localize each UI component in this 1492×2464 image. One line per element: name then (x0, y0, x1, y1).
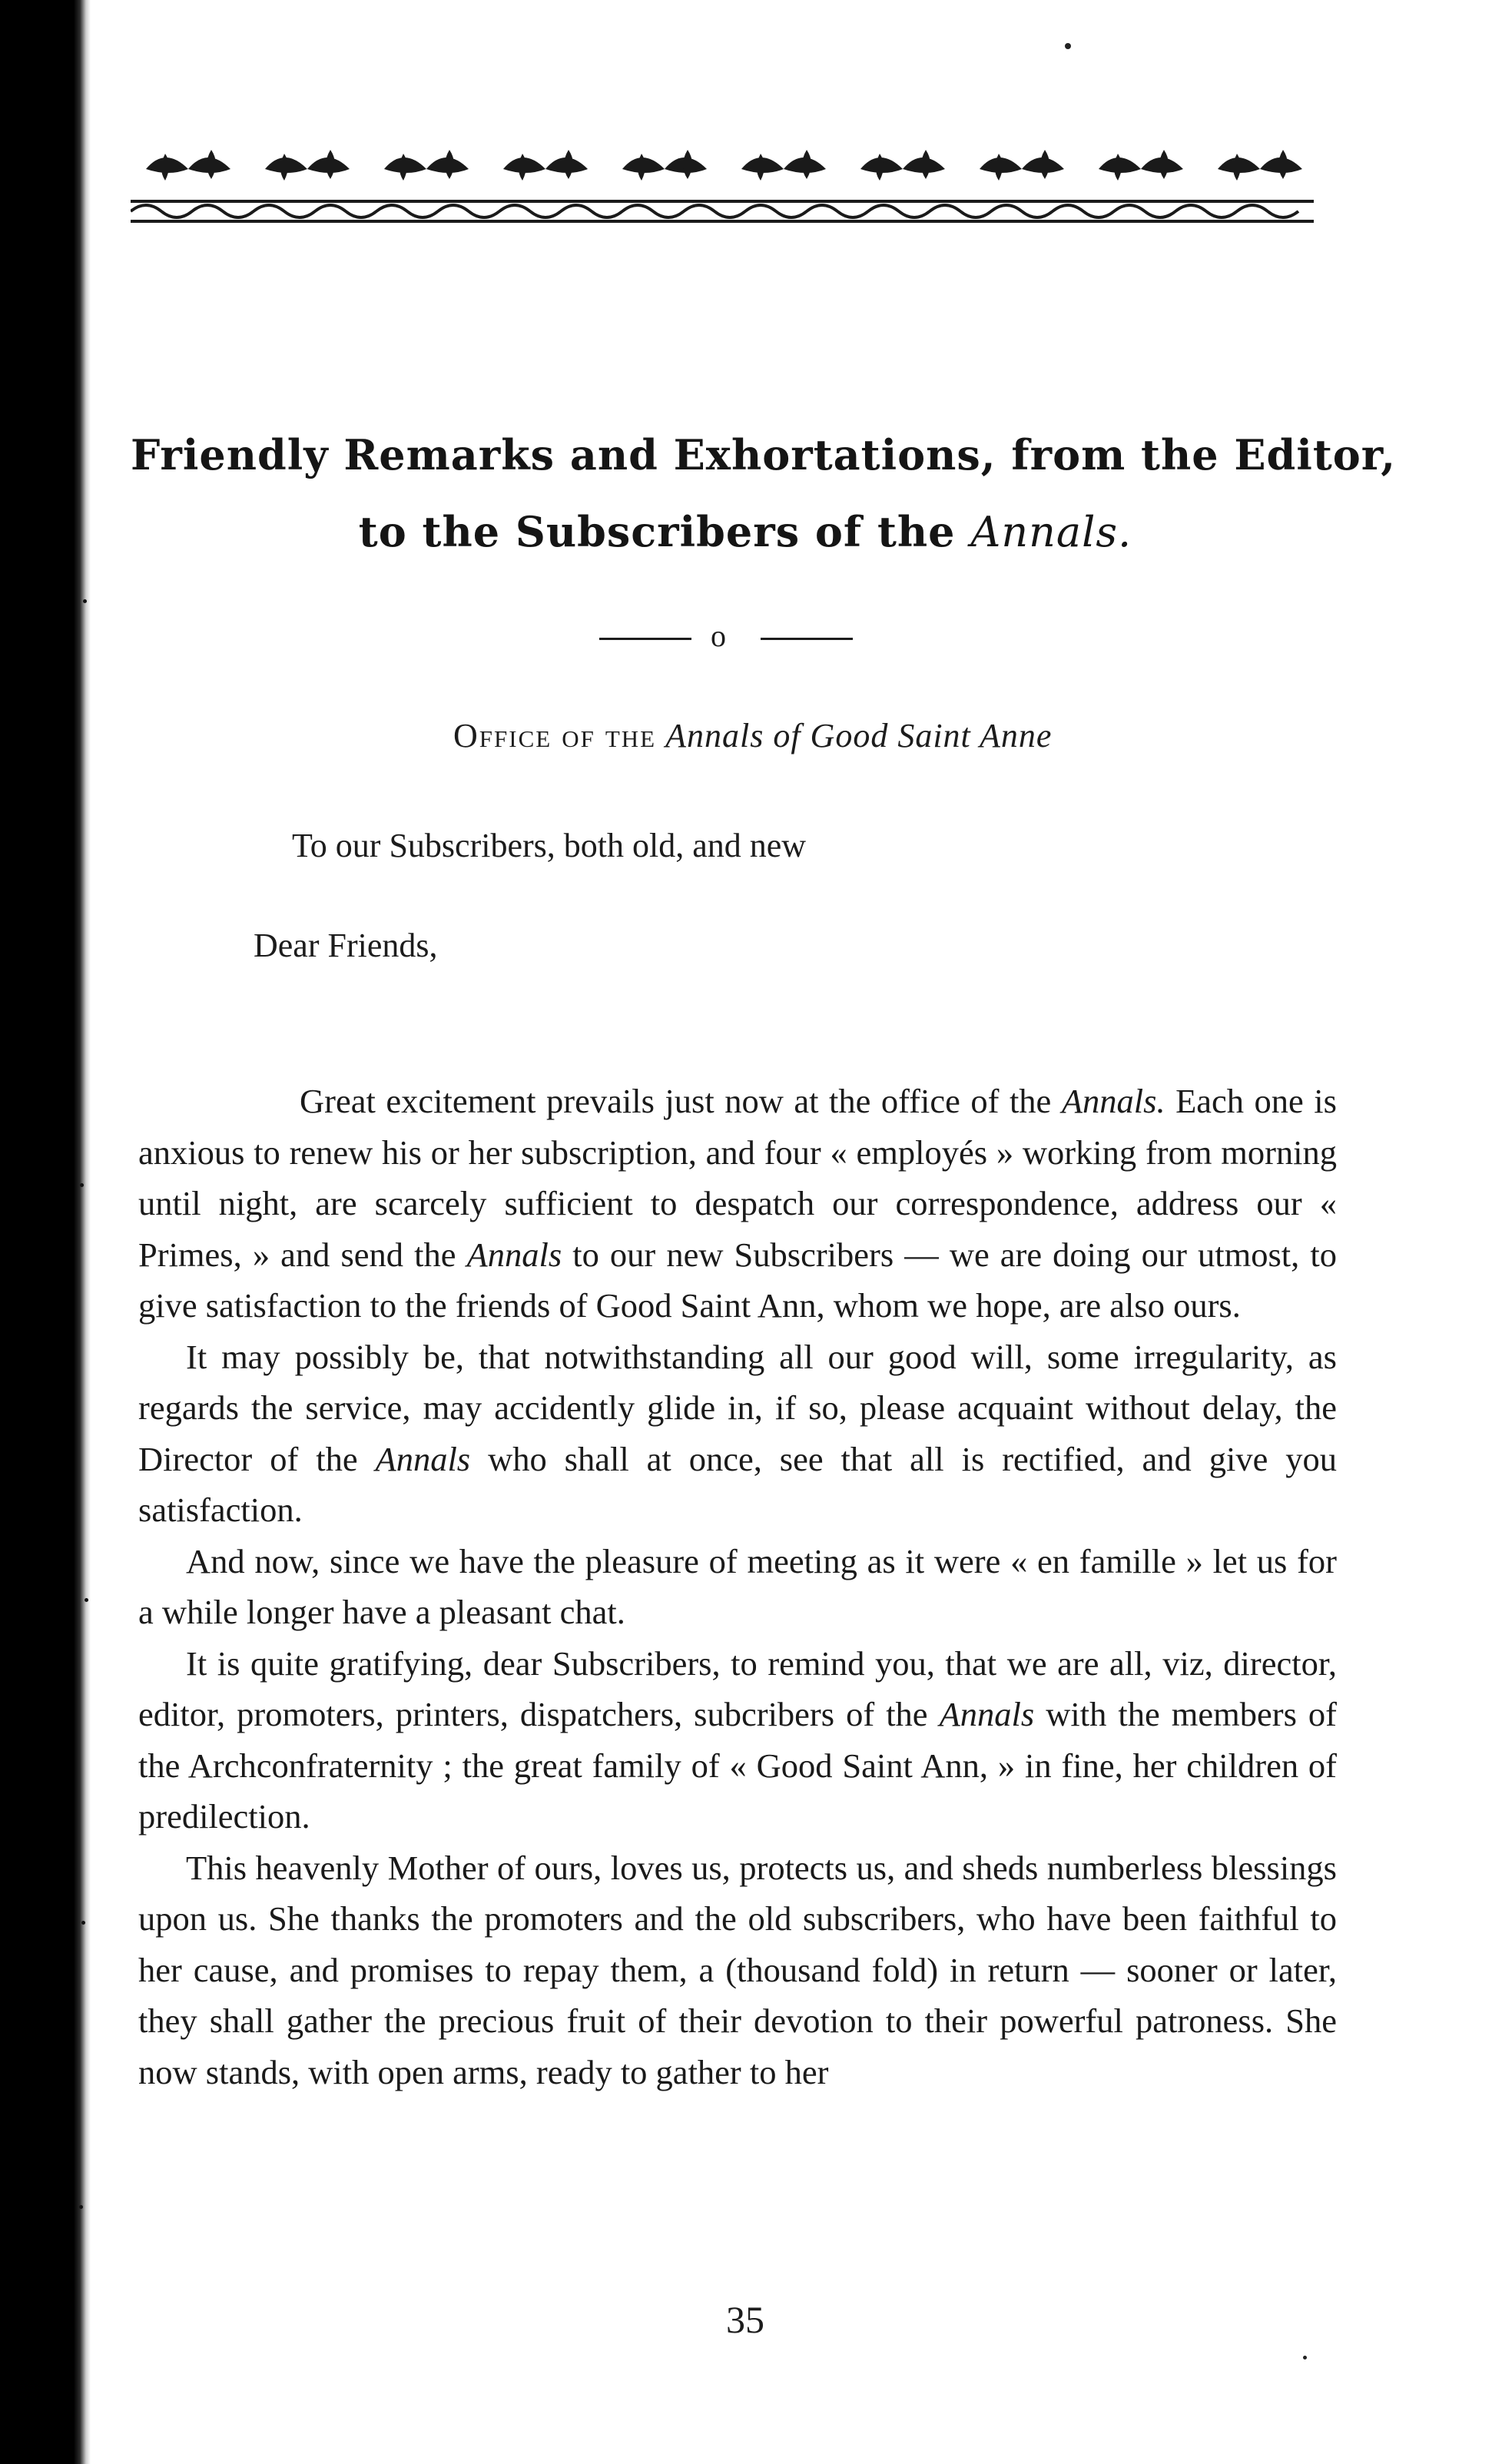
leaf-sprig-icon (1218, 150, 1302, 181)
separator-rule-right (761, 638, 853, 640)
leaf-sprig-icon (503, 150, 588, 181)
heading-line-1: Friendly Remarks and Exhortations, from the Editor, (131, 430, 1397, 479)
leaf-sprig-icon (146, 150, 230, 181)
salutation: Dear Friends, (254, 927, 438, 964)
lattice-border (131, 201, 1314, 221)
leaf-sprig-icon (265, 150, 350, 181)
leaf-sprig-icon (384, 150, 469, 181)
paragraph-5: This heavenly Mother of ours, loves us, protects us, and sheds numberless blessings upon us. She thanks the promoters and the old subscribers, who have been faithful to her cause, and promises to repay them, a (thousand fold) in return — sooner or later, they shall gather the precious fruit of their devotion to their powerful patroness. She now stands, with open arms, ready to gather to her (138, 1848, 1337, 2091)
paragraph-4: It is quite gratifying, dear Subscribers, to remind you, that we are all, viz, director, editor, promoters, printers, dispatchers, subcribers of the Annals with the members of the Archconfraternity ; the great family of « Good Saint Ann, » in fine, her children of predilection. (138, 1643, 1337, 1836)
separator-mark: o (711, 618, 726, 653)
office-line (453, 716, 1052, 755)
paragraph-2: It may possibly be, that notwithstanding all our good will, some irregularity, as regards the service, may accidently glide in, if so, please acquaint without delay, the Director of the Annals who shall at once, see that all is rectified, and give you satisfaction. (138, 1337, 1338, 1529)
office-prefix: Office of the (453, 717, 657, 754)
leaf-sprig-icon (980, 150, 1064, 181)
address-line: To our Subscribers, both old, and new (292, 827, 807, 864)
scan-dot (1065, 43, 1071, 49)
scan-dot (1303, 2356, 1307, 2360)
leaf-sprig-icon (741, 150, 826, 181)
leaf-sprig-icon (860, 150, 945, 181)
heading-annals-italic: Annals. (970, 508, 1132, 556)
separator-rule-left (599, 638, 691, 640)
paragraph-3: And now, since we have the pleasure of meeting as it were « en famille » let us for a while longer have a pleasant chat. (138, 1541, 1337, 1631)
leaf-sprig-icon (622, 150, 707, 181)
scan-speck (79, 2205, 83, 2209)
heading-line-2-text: to the Subscribers of the (358, 507, 956, 556)
scan-speck (83, 599, 87, 603)
scan-spine-edge (0, 0, 91, 2464)
heading-line-2 (131, 507, 1360, 556)
leaf-sprig-icon (1099, 150, 1183, 181)
scan-speck (81, 1921, 85, 1925)
letter-body (138, 1076, 1337, 2098)
section-separator (599, 618, 853, 653)
paragraph-1: Great excitement prevails just now at the office of the Annals. Each one is anxious to renew his or her subscription, and four « employés » working from morning until night, are scarcely sufficient to despatch our correspondence, address our « Primes, » and send the Annals to our new Subscribers — we are doing our utmost, to give satisfaction to the friends of Good Saint Ann, whom we hope, are also ours. (138, 1082, 1337, 1325)
page-number: 35 (726, 2298, 764, 2341)
ornament-band (131, 138, 1314, 230)
office-annals-title: Annals of Good Saint Anne (665, 717, 1053, 754)
scan-speck (80, 1183, 84, 1187)
scan-speck (85, 1598, 88, 1602)
